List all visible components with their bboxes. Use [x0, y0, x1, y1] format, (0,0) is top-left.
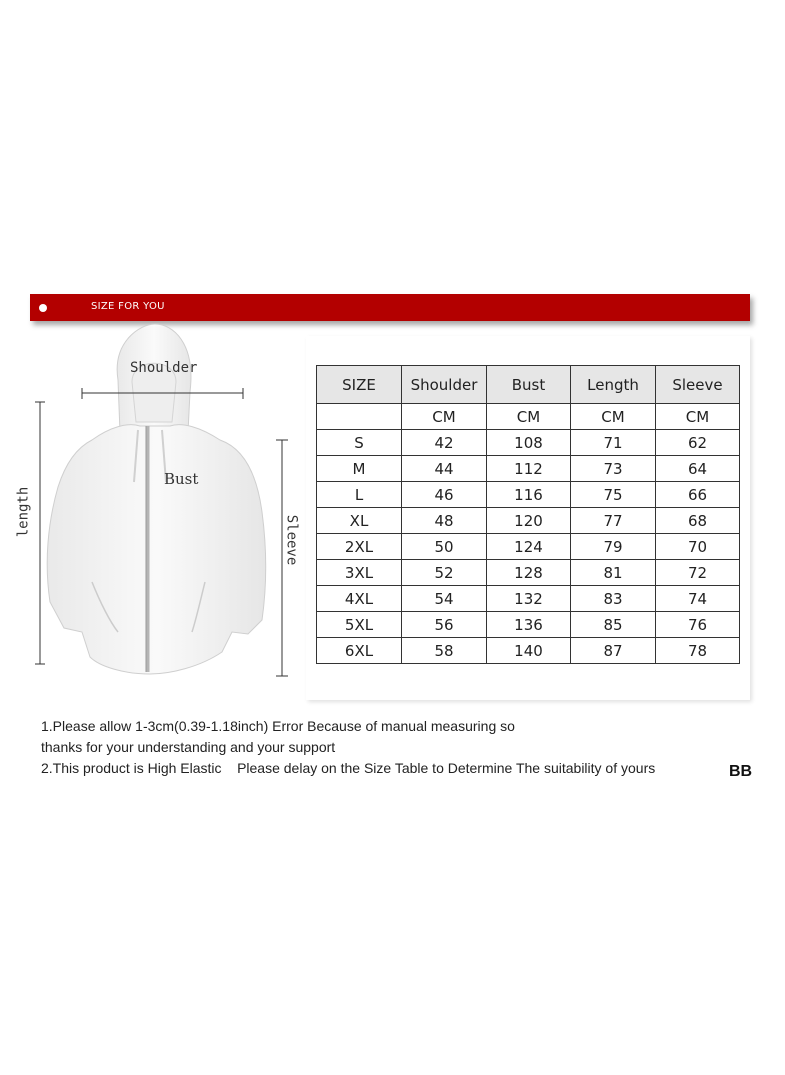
unit-cell: CM — [402, 404, 487, 430]
header-shoulder: Shoulder — [402, 366, 487, 404]
table-cell: 54 — [402, 586, 487, 612]
table-cell: 116 — [487, 482, 571, 508]
table-cell: 120 — [487, 508, 571, 534]
note-line: thanks for your understanding and your support — [41, 739, 336, 755]
size-cell: M — [317, 456, 402, 482]
bust-label: Bust — [164, 470, 199, 488]
table-row — [317, 612, 740, 638]
size-cell: XL — [317, 508, 402, 534]
header-size: SIZE — [317, 366, 402, 404]
table-cell: 72 — [656, 560, 740, 586]
header-length: Length — [571, 366, 656, 404]
table-row — [317, 560, 740, 586]
table-row — [317, 482, 740, 508]
table-cell: 128 — [487, 560, 571, 586]
bullet-icon — [39, 304, 47, 312]
table-cell: 78 — [656, 638, 740, 664]
table-cell: 70 — [656, 534, 740, 560]
size-cell: L — [317, 482, 402, 508]
table-cell: 74 — [656, 586, 740, 612]
unit-cell: CM — [571, 404, 656, 430]
length-measure-line — [35, 402, 45, 664]
table-cell: 85 — [571, 612, 656, 638]
table-cell: 124 — [487, 534, 571, 560]
table-cell: 77 — [571, 508, 656, 534]
table-cell: 56 — [402, 612, 487, 638]
table-cell: 62 — [656, 430, 740, 456]
table-cell: 50 — [402, 534, 487, 560]
table-cell: 76 — [656, 612, 740, 638]
table-cell: 52 — [402, 560, 487, 586]
unit-cell — [317, 404, 402, 430]
table-cell: 68 — [656, 508, 740, 534]
units-row — [317, 404, 740, 430]
note-line: 2.This product is High Elastic Please delay on the Size Table to Determine The suitability of yours — [41, 760, 656, 776]
note-line: 1.Please allow 1-3cm(0.39-1.18inch) Error Because of manual measuring so — [41, 718, 515, 734]
size-cell: 5XL — [317, 612, 402, 638]
sizing-notes — [41, 716, 655, 779]
table-row — [317, 430, 740, 456]
hoodie-body — [47, 425, 266, 674]
size-cell: S — [317, 430, 402, 456]
unit-cell: CM — [487, 404, 571, 430]
table-cell: 58 — [402, 638, 487, 664]
shoulder-label: Shoulder — [130, 360, 198, 376]
table-cell: 83 — [571, 586, 656, 612]
size-cell: 4XL — [317, 586, 402, 612]
table-cell: 46 — [402, 482, 487, 508]
table-row — [317, 586, 740, 612]
banner-title: SIZE FOR YOU — [91, 301, 165, 312]
table-cell: 48 — [402, 508, 487, 534]
table-cell: 75 — [571, 482, 656, 508]
table-row — [317, 638, 740, 664]
table-cell: 136 — [487, 612, 571, 638]
table-header-row — [317, 366, 740, 404]
table-cell: 44 — [402, 456, 487, 482]
brand-mark: BB — [729, 763, 753, 780]
length-label: length — [15, 486, 32, 538]
table-cell: 71 — [571, 430, 656, 456]
unit-cell: CM — [656, 404, 740, 430]
size-cell: 6XL — [317, 638, 402, 664]
header-sleeve: Sleeve — [656, 366, 740, 404]
size-cell: 2XL — [317, 534, 402, 560]
table-cell: 87 — [571, 638, 656, 664]
table-cell: 42 — [402, 430, 487, 456]
table-cell: 73 — [571, 456, 656, 482]
table-cell: 108 — [487, 430, 571, 456]
table-cell: 64 — [656, 456, 740, 482]
table-cell: 81 — [571, 560, 656, 586]
header-bust: Bust — [487, 366, 571, 404]
size-banner — [30, 294, 750, 321]
size-cell: 3XL — [317, 560, 402, 586]
table-cell: 132 — [487, 586, 571, 612]
table-cell: 140 — [487, 638, 571, 664]
table-cell: 112 — [487, 456, 571, 482]
table-row — [317, 534, 740, 560]
table-cell: 79 — [571, 534, 656, 560]
table-row — [317, 508, 740, 534]
sleeve-label: Sleeve — [283, 514, 300, 566]
size-table — [316, 365, 740, 664]
table-cell: 66 — [656, 482, 740, 508]
hoodie-illustration — [0, 322, 310, 702]
table-row — [317, 456, 740, 482]
hoodie-measurement-figure — [0, 322, 310, 702]
